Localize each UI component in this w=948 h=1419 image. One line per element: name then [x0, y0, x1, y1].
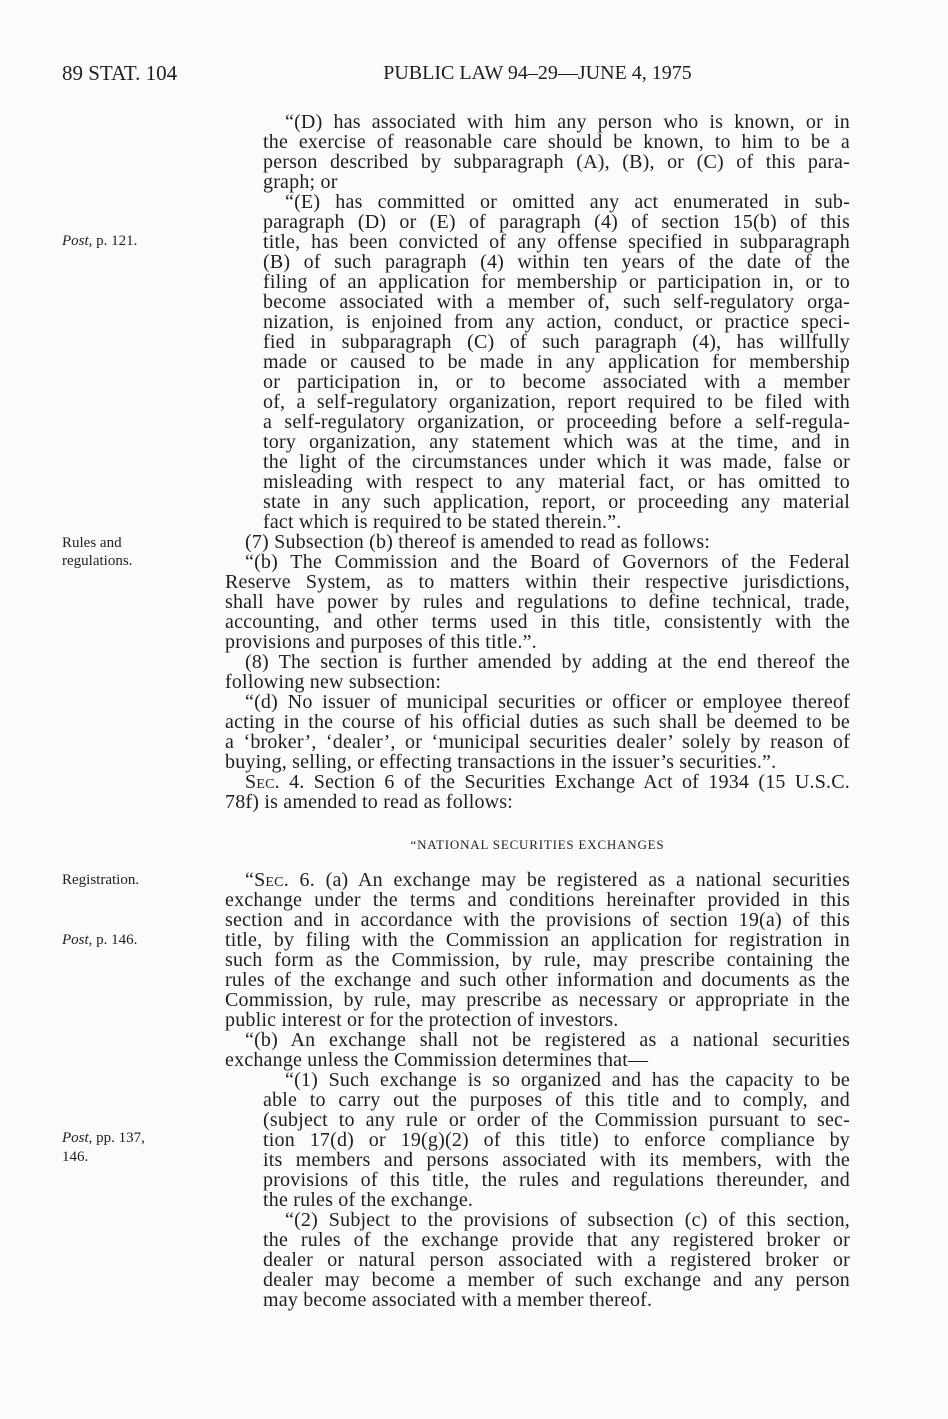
text-line: able to carry out the purposes of this title and to comply, and — [263, 1089, 850, 1111]
text-line: “(2) Subject to the provisions of subsection (c) of this section, — [285, 1209, 850, 1231]
text-line: person described by subparagraph (A), (B), or (C) of this para- — [263, 151, 850, 173]
margin-note-registration: Registration. — [62, 872, 140, 888]
text-line: fact which is required to be stated therein.”. — [263, 511, 622, 533]
section-label: Sec. — [245, 771, 280, 793]
text-line: such form as the Commission, by rule, may prescribe containing the — [225, 949, 850, 971]
line-text: 6. (a) An exchange may be registered as a national securities — [288, 869, 850, 891]
text-line: (subject to any rule or order of the Commission pursuant to sec- — [263, 1109, 850, 1131]
margin-note-post-137: 146. — [62, 1149, 89, 1165]
text-line: fied in subparagraph (C) of such paragraph (4), has willfully — [263, 331, 850, 353]
text-line: graph; or — [263, 171, 338, 193]
text-line: following new subsection: — [225, 671, 442, 693]
text-line: become associated with a member of, such self-regulatory orga- — [263, 291, 850, 313]
margin-note-text: pp. 137, — [92, 1130, 145, 1146]
text-line: section and in accordance with the provisions of section 19(a) of this — [225, 909, 850, 931]
margin-note-post-137 — [62, 1129, 145, 1147]
text-line: exchange under the terms and conditions hereinafter provided in this — [225, 889, 850, 911]
text-line: dealer or natural person associated with a registered broker or — [263, 1249, 850, 1271]
text-line: the rules of the exchange provide that any registered broker or — [263, 1229, 850, 1251]
text-line: “(b) An exchange shall not be registered as a national securities — [245, 1029, 850, 1051]
margin-note-text: p. 146. — [92, 932, 138, 948]
margin-note-italic: Post, — [62, 1130, 93, 1146]
text-line: (8) The section is further amended by adding at the end thereof the — [245, 651, 850, 673]
text-line: “(b) The Commission and the Board of Governors of the Federal — [245, 551, 850, 573]
text-line: nization, is enjoined from any action, conduct, or practice speci- — [263, 311, 850, 333]
text-line: its members and persons associated with its members, with the — [263, 1149, 850, 1171]
section-label: “Sec. — [245, 869, 289, 891]
text-line: state in any such application, report, or proceeding any material — [263, 491, 850, 513]
margin-note-post-146 — [62, 931, 137, 949]
text-line: “(1) Such exchange is so organized and has the capacity to be — [285, 1069, 850, 1091]
text-line: “(D) has associated with him any person who is known, or in — [285, 111, 850, 133]
text-line: buying, selling, or effecting transactions in the issuer’s securities.”. — [225, 751, 777, 773]
running-title: PUBLIC LAW 94–29—JUNE 4, 1975 — [383, 62, 692, 84]
text-line: tion 17(d) or 19(g)(2) of this title) to enforce compliance by — [263, 1129, 850, 1151]
text-line — [245, 772, 850, 792]
text-line: misleading with respect to any material fact, or has omitted to — [263, 471, 850, 493]
margin-note-text: p. 121. — [92, 233, 138, 249]
text-line: dealer may become a member of such exchange and any person — [263, 1269, 850, 1291]
text-line: accounting, and other terms used in this title, consistently with the — [225, 611, 850, 633]
section-heading: “NATIONAL SECURITIES EXCHANGES — [410, 837, 665, 852]
text-line: provisions of this title, the rules and regulations thereunder, and — [263, 1169, 850, 1191]
text-line: shall have power by rules and regulations to define technical, trade, — [225, 591, 850, 613]
margin-note-post-121 — [62, 232, 137, 250]
text-line: tory organization, any statement which was at the time, and in — [263, 431, 850, 453]
text-line: acting in the course of his official duties as such shall be deemed to be — [225, 711, 850, 733]
margin-note-rules: Rules and — [62, 535, 122, 551]
text-line: (7) Subsection (b) thereof is amended to read as follows: — [245, 531, 711, 553]
text-line: made or caused to be made in any application for membership — [263, 351, 850, 373]
text-line: the rules of the exchange. — [263, 1189, 474, 1211]
text-line: a self-regulatory organization, or proceeding before a self-regula- — [263, 411, 850, 433]
text-line: exchange unless the Commission determines that— — [225, 1049, 649, 1071]
line-text: 4. Section 6 of the Securities Exchange Act of 1934 (15 U.S.C. — [279, 771, 850, 793]
margin-note-italic: Post, — [62, 233, 93, 249]
text-line: paragraph (D) or (E) of paragraph (4) of section 15(b) of this — [263, 211, 850, 233]
text-line: of, a self-regulatory organization, report required to be filed with — [263, 391, 850, 413]
text-line: (B) of such paragraph (4) within ten years of the date of the — [263, 251, 850, 273]
text-line: 78f) is amended to read as follows: — [225, 791, 514, 813]
text-line: filing of an application for membership or participation in, or to — [263, 271, 850, 293]
text-line: title, by filing with the Commission an application for registration in — [225, 929, 850, 951]
text-line: the light of the circumstances under which it was made, false or — [263, 451, 850, 473]
text-line: title, has been convicted of any offense specified in subparagraph — [263, 231, 850, 253]
text-line: rules of the exchange and such other information and documents as the — [225, 969, 850, 991]
text-line: the exercise of reasonable care should be known, to him to be a — [263, 131, 850, 153]
margin-note-italic: Post, — [62, 932, 93, 948]
text-line: public interest or for the protection of investors. — [225, 1009, 619, 1031]
margin-note-rules: regulations. — [62, 553, 133, 569]
text-line — [245, 870, 850, 890]
text-line: or participation in, or to become associated with a member — [263, 371, 850, 393]
text-line: Commission, by rule, may prescribe as necessary or appropriate in the — [225, 989, 850, 1011]
text-line: Reserve System, as to matters within their respective jurisdictions, — [225, 571, 850, 593]
statute-page-number: 89 STAT. 104 — [62, 61, 178, 85]
text-line: may become associated with a member thereof. — [263, 1289, 653, 1311]
text-line: a ‘broker’, ‘dealer’, or ‘municipal securities dealer’ solely by reason of — [225, 731, 850, 753]
text-line: provisions and purposes of this title.”. — [225, 631, 537, 653]
text-line: “(E) has committed or omitted any act enumerated in sub- — [285, 191, 850, 213]
text-line: “(d) No issuer of municipal securities or officer or employee thereof — [245, 691, 850, 713]
